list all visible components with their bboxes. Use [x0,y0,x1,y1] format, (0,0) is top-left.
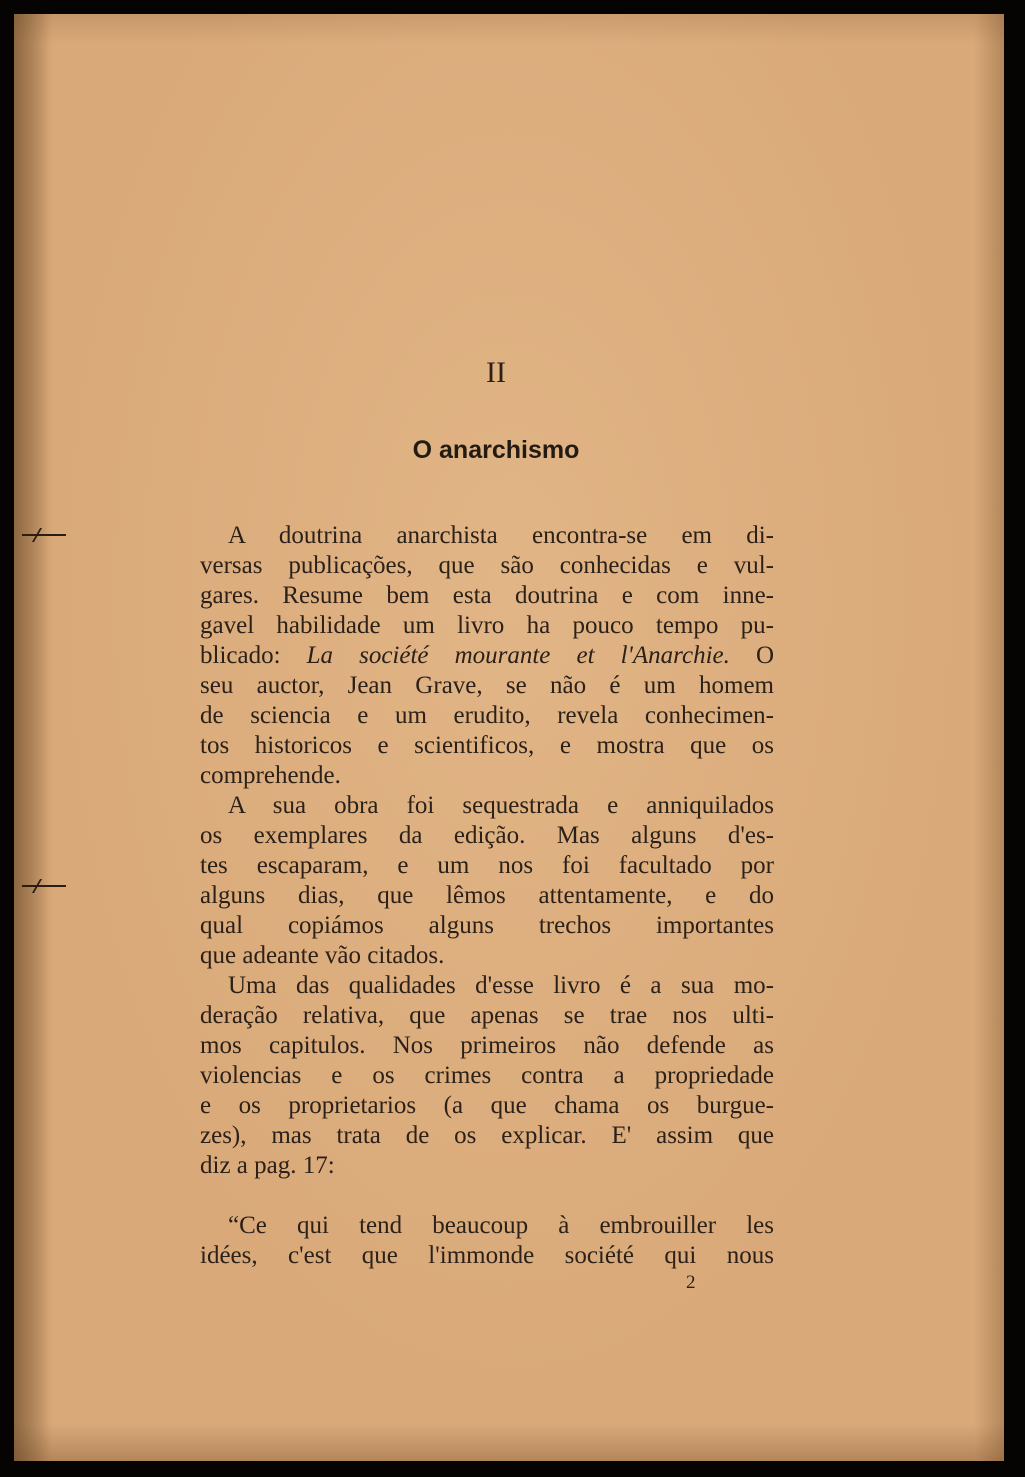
text-line-with-title [200,641,774,671]
page-number: 2 [686,1272,696,1293]
binding-stitch [22,885,66,887]
text-line: tos historicos e scientificos, e mostra que os [200,732,774,759]
text-line: seu auctor, Jean Grave, se não é um homem [200,672,774,699]
book-page [14,14,1004,1461]
quote-line: idées, c'est que l'immonde société qui nous [200,1242,774,1269]
text-line: tes escaparam, e um nos foi facultado por [200,852,774,879]
text-line: alguns dias, que lêmos attentamente, e do [200,882,774,909]
book-title: La société mourante et l'Anarchie. [306,642,730,669]
text-line: diz a pag. 17: [200,1152,335,1179]
chapter-number: II [486,356,506,389]
text-line: deração relativa, que apenas se trae nos ulti- [200,1002,774,1029]
text-line: mos capitulos. Nos primeiros não defende as [200,1032,774,1059]
text-line: de sciencia e um erudito, revela conhecimen- [200,702,774,729]
text-line: os exemplares da edição. Mas alguns d'es- [200,822,774,849]
text-segment: blicado: [200,642,281,669]
text-line: qual copiámos alguns trechos importantes [200,912,774,939]
text-segment: O [755,642,774,669]
binding-stitch [22,534,66,536]
chapter-title: O anarchismo [412,436,580,464]
text-line: zes), mas trata de os explicar. E' assim que [200,1122,774,1149]
quote-line: “Ce qui tend beaucoup à embrouiller les [228,1212,774,1239]
text-line: Uma das qualidades d'esse livro é a sua mo- [228,972,774,999]
text-line: A sua obra foi sequestrada e anniquilados [228,792,774,819]
page-spine-shadow [14,14,50,1461]
text-line: que adeante vão citados. [200,942,445,969]
text-line: comprehende. [200,762,341,789]
text-line: e os proprietarios (a que chama os burgue- [200,1092,774,1119]
text-line: versas publicações, que são conhecidas e vul- [200,552,774,579]
text-line: gavel habilidade um livro ha pouco tempo pu- [200,612,774,639]
text-line: gares. Resume bem esta doutrina e com inne- [200,582,774,609]
text-line: violencias e os crimes contra a propriedade [200,1062,774,1089]
text-line: A doutrina anarchista encontra-se em di- [228,522,774,549]
